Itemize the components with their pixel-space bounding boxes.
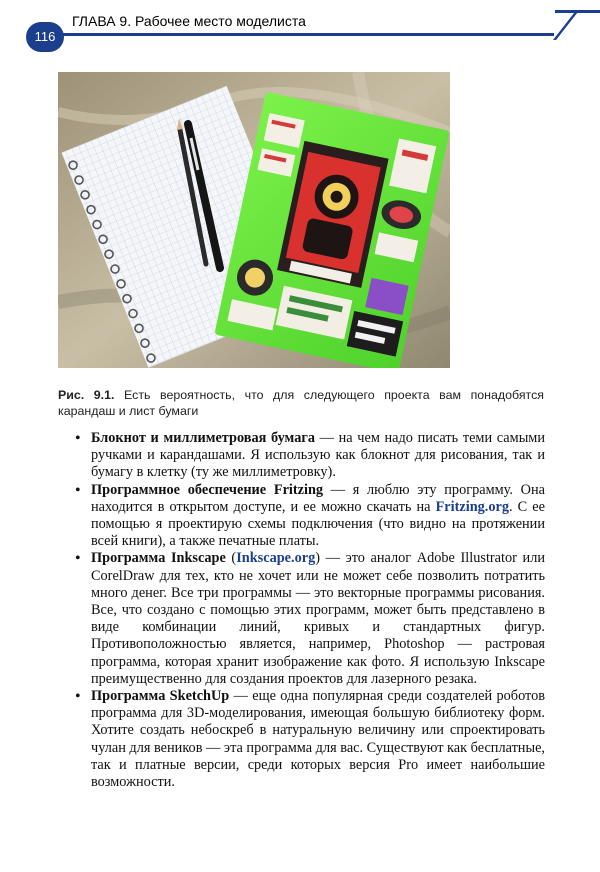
page-number-badge: 116 [26,22,64,52]
item-title: Программа SketchUp [91,688,230,705]
notebook-photo-icon [58,72,450,368]
list-item [75,688,545,791]
header-rule [44,33,554,36]
inkscape-link[interactable]: Inkscape.org [236,550,316,567]
item-text: ( [225,550,237,567]
item-text: — еще одна популярная среди создателей роботов программа для 3D-моделирования, имеющая большую библиотеку форм. Хотите создать небоскреб в натуральную величину или спроектировать чулан для веников — эта программа для вас. Существуют как бесплатные, так и платные версии, среди которых версия Pro имеет наибольшие возможности. [91,688,545,791]
list-item [75,430,545,482]
item-title: Программное обеспечение Fritzing [91,481,324,498]
item-text: — я люблю эту программу. Она находится в открытом доступе, и ее можно скачать на [91,481,545,515]
caption-text: Есть вероятность, что для следующего проекта вам понадобятся карандаш и лист бумаги [58,388,544,418]
figure-caption [58,387,544,419]
item-title: Программа Inkscape [91,550,226,567]
list-item [75,482,545,551]
list-item [75,550,545,688]
item-text: — на чем надо писать теми самыми ручками и карандашами. Я использую как блокнот для рисования, так и бумагу в клетку (ту же миллиметровку). [91,430,546,481]
fritzing-link[interactable]: Fritzing.org [435,498,510,515]
chapter-title: ГЛАВА 9. Рабочее место моделиста [72,13,306,29]
caption-label: Рис. 9.1. [58,388,115,402]
header-rule-slant [553,10,579,40]
item-text: . С ее помощью я проектирую схемы подключения (что видно на протяжении всей книги), а также печатные платы. [91,498,545,550]
item-title: Блокнот и миллиметровая бумага [91,430,315,446]
item-text: ) — это аналог Adobe Illustrator или CorelDraw для тех, кто не хочет или не может себе позволить потратить много денег. Все три программы — это векторные программы рисования. Все, что создано с помощью этих программ, может быть представлено в виде комбинации линий, кривых и стандартных фигур. Противоположностью является, например, Photoshop — растровая программа, которая хранит изображение как фото. Я использую Inkscape преимущественно для создания проектов для лазерного резака. [91,550,545,687]
tools-list [75,430,545,791]
figure-photo [58,72,450,368]
header-rule-top [555,10,600,13]
